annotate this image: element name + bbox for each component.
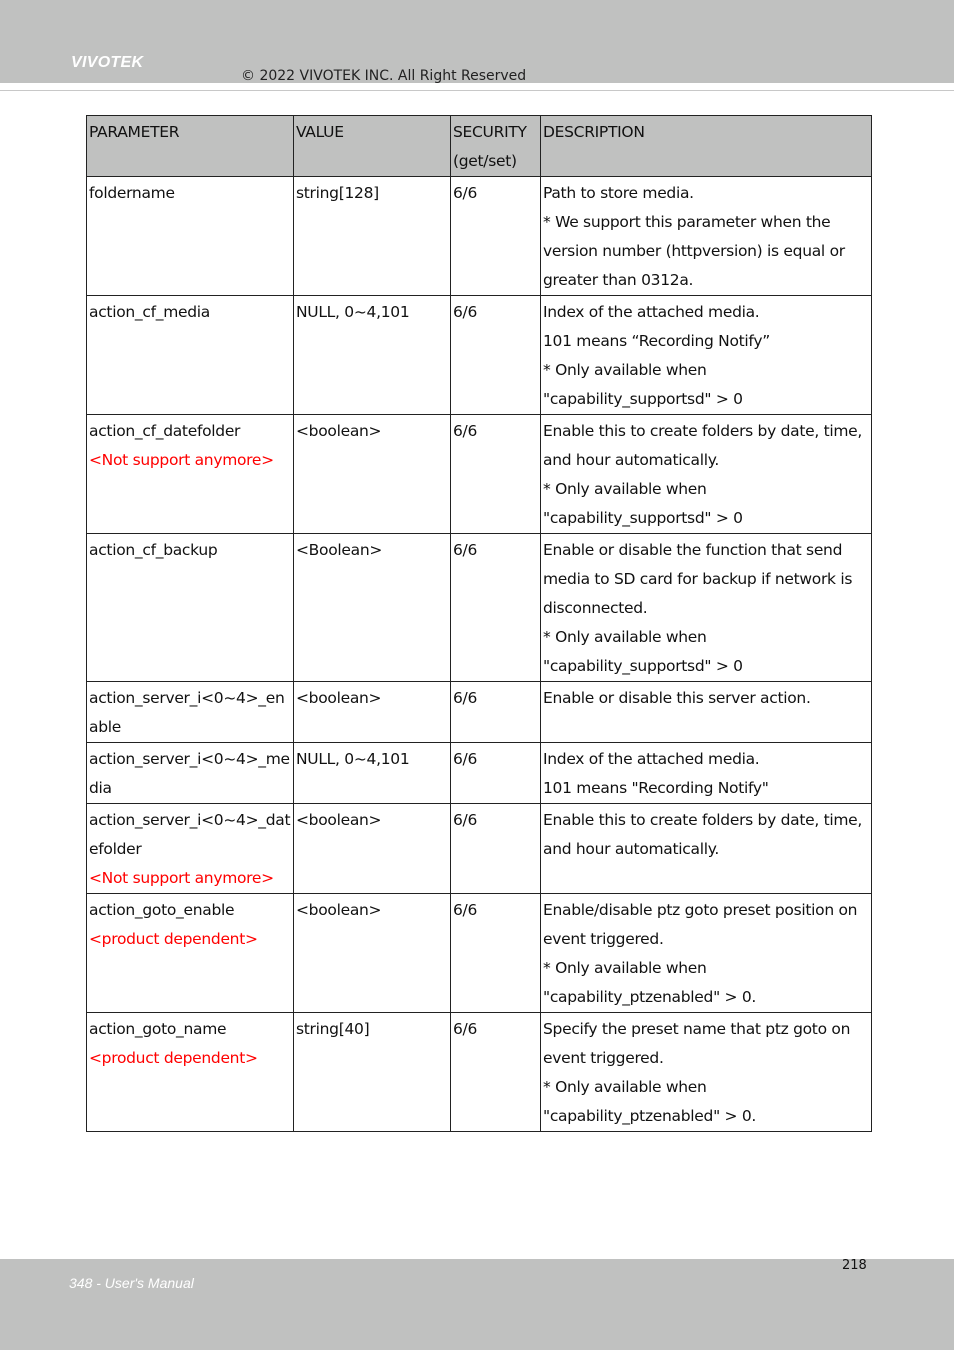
parameter-cell [87,1013,294,1132]
parameter-name: action_server_i<0~4>_datefolder [89,811,291,858]
security-cell: 6/6 [451,804,541,894]
table-row [87,1013,872,1132]
security-cell: 6/6 [451,534,541,682]
description-line: Enable this to create folders by date, time, and hour automatically. [543,422,863,469]
value-cell: <boolean> [294,804,451,894]
description-cell [541,296,872,415]
description-line: Path to store media. [543,184,694,202]
parameter-cell [87,743,294,804]
description-line: Specify the preset name that ptz goto on event triggered. [543,1020,851,1067]
value-cell: <Boolean> [294,534,451,682]
parameter-cell [87,296,294,415]
security-cell: 6/6 [451,296,541,415]
header-security-line: SECURITY [453,123,527,141]
security-cell: 6/6 [451,894,541,1013]
security-cell: 6/6 [451,415,541,534]
table-row [87,177,872,296]
table-row [87,415,872,534]
brand-logo: VIVOTEK [71,54,144,71]
description-cell [541,415,872,534]
parameter-cell [87,804,294,894]
parameter-name: action_server_i<0~4>_enable [89,689,285,736]
table-row [87,804,872,894]
description-cell [541,804,872,894]
parameter-name: action_cf_backup [89,541,218,559]
description-cell [541,682,872,743]
parameter-cell [87,177,294,296]
description-cell [541,1013,872,1132]
table-row [87,534,872,682]
description-cell [541,894,872,1013]
copyright-text: © 2022 VIVOTEK INC. All Right Reserved [241,68,527,84]
description-cell [541,743,872,804]
parameter-name: action_goto_enable [89,901,235,919]
value-cell: NULL, 0~4,101 [294,296,451,415]
description-line: Index of the attached media. [543,303,760,321]
manual-label: 348 - User's Manual [69,1275,194,1291]
header-value: VALUE [294,116,451,177]
header-security [451,116,541,177]
description-line: * Only available when "capability_ptzenabled" > 0. [543,959,757,1006]
header-parameter: PARAMETER [87,116,294,177]
parameter-cell [87,894,294,1013]
header-description: DESCRIPTION [541,116,872,177]
description-line: 101 means "Recording Notify" [543,779,769,797]
parameter-note: <product dependent> [89,930,258,948]
description-line: Enable this to create folders by date, time, and hour automatically. [543,811,863,858]
page-number: 218 [842,1258,867,1273]
parameter-cell [87,534,294,682]
parameter-name: action_goto_name [89,1020,227,1038]
parameter-note: <Not support anymore> [89,451,274,469]
table-row [87,682,872,743]
parameter-name: foldername [89,184,175,202]
value-cell: <boolean> [294,415,451,534]
value-cell: <boolean> [294,894,451,1013]
parameter-name: action_server_i<0~4>_media [89,750,290,797]
security-cell: 6/6 [451,682,541,743]
value-cell: <boolean> [294,682,451,743]
value-cell: string[40] [294,1013,451,1132]
description-line: * Only available when "capability_supportsd" > 0 [543,480,743,527]
description-line: Enable or disable the function that send media to SD card for backup if network is disconnected. [543,541,853,617]
table-row [87,296,872,415]
parameter-cell [87,682,294,743]
description-cell [541,177,872,296]
description-cell [541,534,872,682]
description-line: * We support this parameter when the version number (httpversion) is equal or greater than 0312a. [543,213,845,289]
description-line: 101 means “Recording Notify” [543,332,770,350]
parameter-table [86,115,872,1132]
header-security-line: (get/set) [453,152,517,170]
description-line: Index of the attached media. [543,750,760,768]
value-cell: NULL, 0~4,101 [294,743,451,804]
table-row [87,743,872,804]
table-row [87,894,872,1013]
value-cell: string[128] [294,177,451,296]
description-line: Enable or disable this server action. [543,689,811,707]
table-header-row [87,116,872,177]
security-cell: 6/6 [451,1013,541,1132]
parameter-name: action_cf_datefolder [89,422,241,440]
footer-bar [0,1259,954,1350]
description-line: * Only available when "capability_ptzenabled" > 0. [543,1078,757,1125]
parameter-name: action_cf_media [89,303,210,321]
description-line: * Only available when "capability_supportsd" > 0 [543,361,743,408]
security-cell: 6/6 [451,743,541,804]
description-line: Enable/disable ptz goto preset position on event triggered. [543,901,858,948]
description-line: * Only available when "capability_supportsd" > 0 [543,628,743,675]
parameter-note: <product dependent> [89,1049,258,1067]
parameter-note: <Not support anymore> [89,869,274,887]
security-cell: 6/6 [451,177,541,296]
parameter-cell [87,415,294,534]
header-divider [0,90,954,91]
